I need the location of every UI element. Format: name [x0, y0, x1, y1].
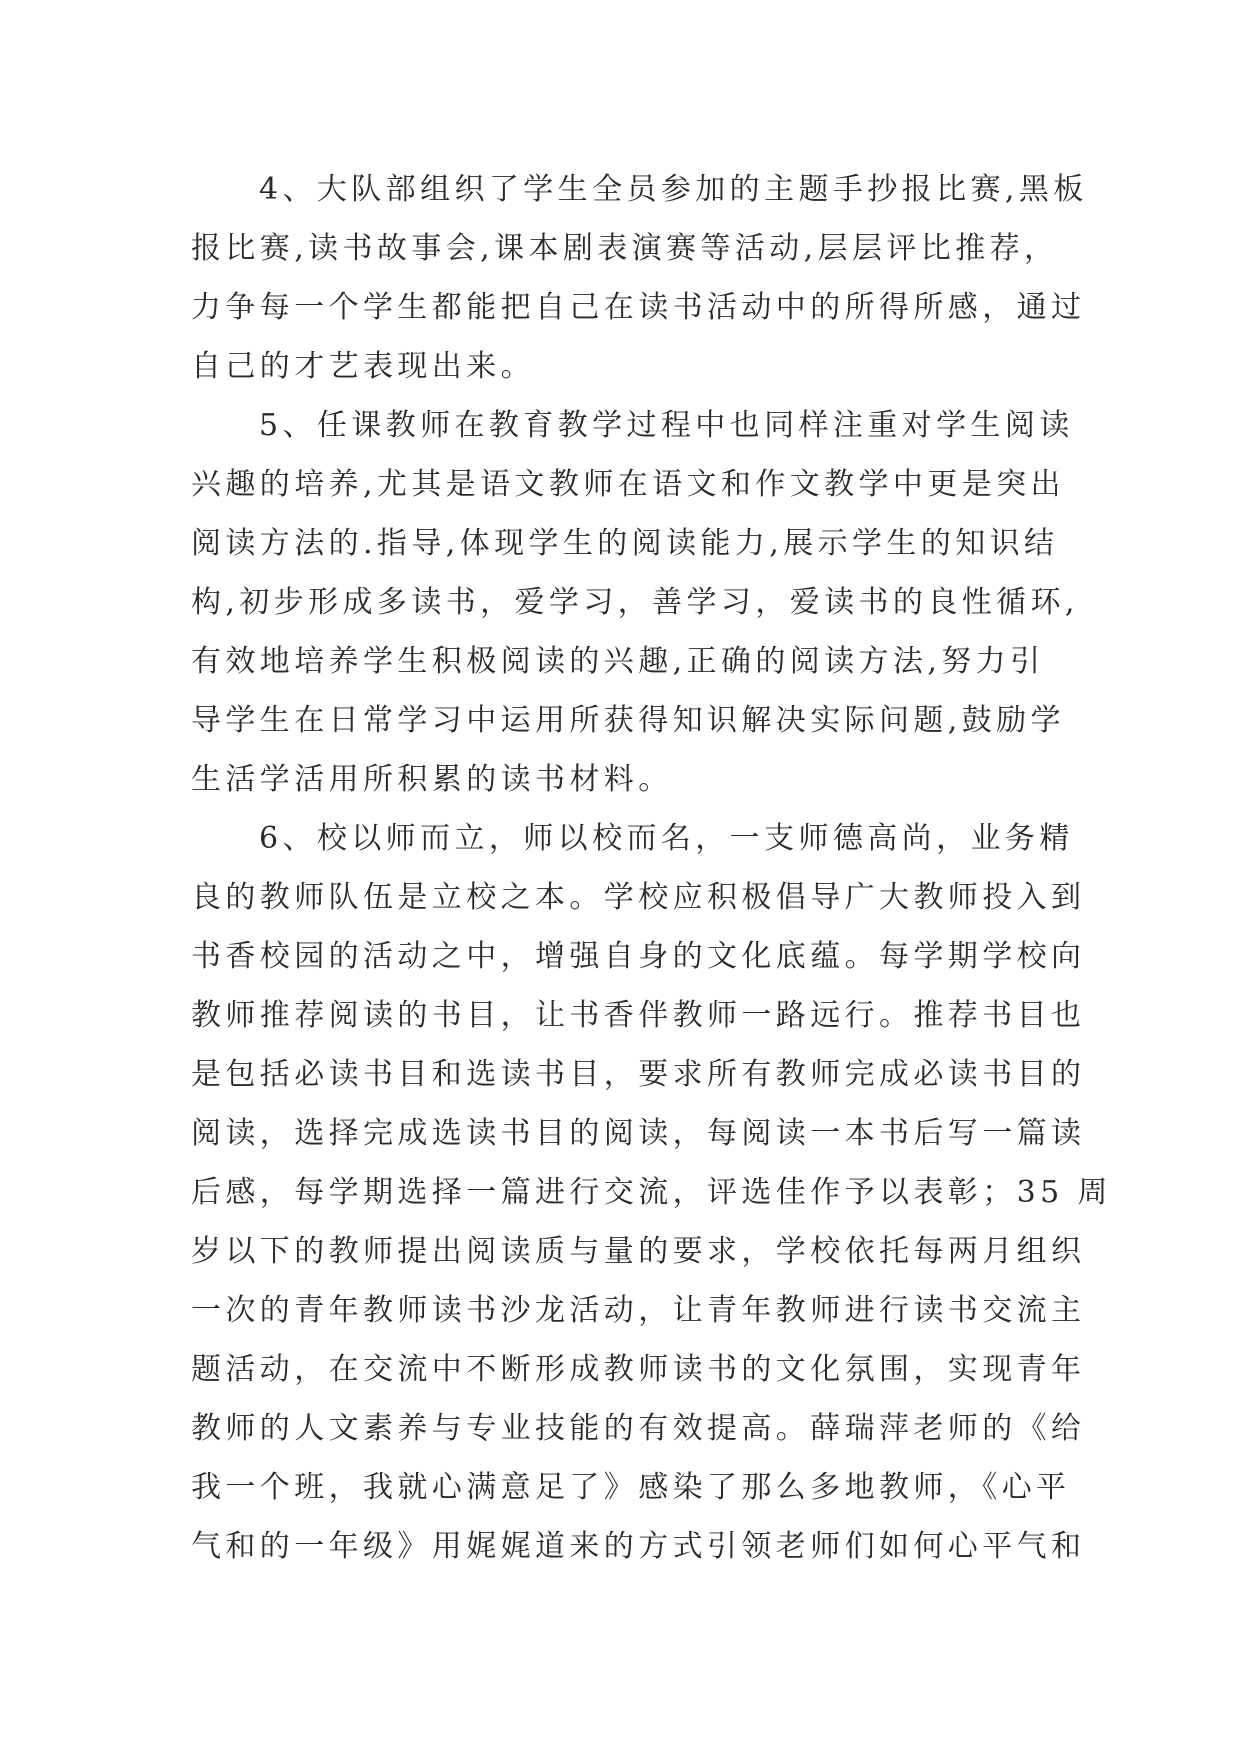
text-line: 自己的才艺表现出来。	[191, 349, 535, 384]
paragraph-6	[191, 809, 1112, 1576]
document-body	[191, 160, 1112, 1576]
text-line: 教师推荐阅读的书目，让书香伴教师一路远行。推荐书目也	[191, 998, 1086, 1033]
text-line: 阅读，选择完成选读书目的阅读，每阅读一本书后写一篇读	[191, 1116, 1086, 1151]
paragraph-5	[191, 396, 1079, 809]
text-line: 导学生在日常学习中运用所获得知识解决实际问题,鼓励学	[191, 703, 1065, 738]
text-line: 一次的青年教师读书沙龙活动，让青年教师进行读书交流主	[191, 1293, 1086, 1328]
text-line: 5、任课教师在教育教学过程中也同样注重对学生阅读	[259, 408, 1074, 443]
text-line: 构,初步形成多读书，爱学习，善学习，爱读书的良性循环,	[191, 585, 1079, 620]
text-line: 书香校园的活动之中，增强自身的文化底蕴。每学期学校向	[191, 939, 1086, 974]
text-line: 报比赛,读书故事会,课本剧表演赛等活动,层层评比推荐，	[191, 231, 1059, 266]
text-line: 6、校以师而立，师以校而名，一支师德高尚，业务精	[259, 821, 1074, 856]
text-line: 兴趣的培养,尤其是语文教师在语文和作文教学中更是突出	[191, 467, 1065, 502]
text-line: 阅读方法的.指导,体现学生的阅读能力,展示学生的知识结	[191, 526, 1059, 561]
text-line: 岁以下的教师提出阅读质与量的要求，学校依托每两月组织	[191, 1234, 1086, 1269]
text-line: 后感，每学期选择一篇进行交流，评选佳作予以表彰；35 周	[191, 1175, 1112, 1210]
text-line: 是包括必读书目和选读书目，要求所有教师完成必读书目的	[191, 1057, 1086, 1092]
text-line: 气和的一年级》用娓娓道来的方式引领老师们如何心平气和	[191, 1529, 1086, 1564]
text-line: 力争每一个学生都能把自己在读书活动中的所得所感，通过	[191, 290, 1086, 325]
text-line: 我一个班，我就心满意足了》感染了那么多地教师，《心平	[191, 1470, 1071, 1505]
paragraph-4	[191, 160, 1088, 396]
text-line: 教师的人文素养与专业技能的有效提高。薛瑞萍老师的《给	[191, 1411, 1086, 1446]
text-line: 生活学活用所积累的读书材料。	[191, 762, 673, 797]
text-line: 题活动，在交流中不断形成教师读书的文化氛围，实现青年	[191, 1352, 1086, 1387]
text-line: 4、大队部组织了学生全员参加的主题手抄报比赛,黑板	[259, 172, 1088, 207]
text-line: 良的教师队伍是立校之本。学校应积极倡导广大教师投入到	[191, 880, 1086, 915]
text-line: 有效地培养学生积极阅读的兴趣,正确的阅读方法,努力引	[191, 644, 1045, 679]
